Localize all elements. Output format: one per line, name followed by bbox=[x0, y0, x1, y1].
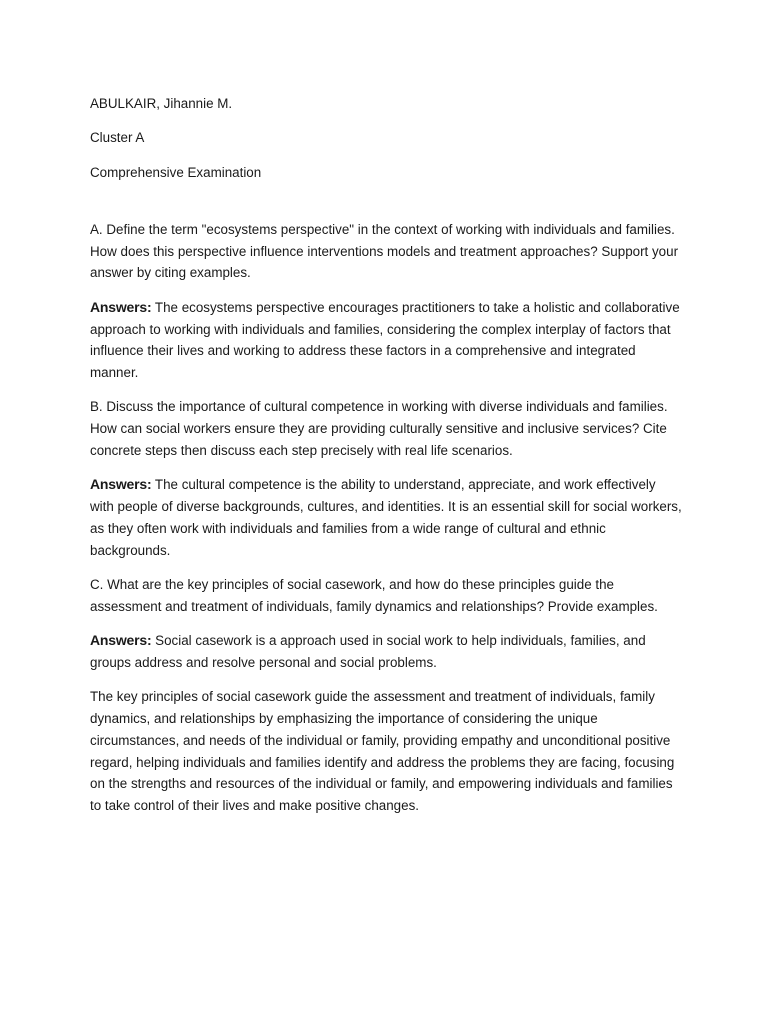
answer-label: Answers: bbox=[90, 298, 152, 315]
answer-c-text: Social casework is a approach used in social work to help individuals, families, and groups address and resolve personal and social problems. bbox=[90, 633, 646, 670]
answer-label: Answers: bbox=[90, 632, 152, 649]
question-b: B. Discuss the importance of cultural competence in working with diverse individuals and families. How can social workers ensure they are providing culturally sensitive and inclusive services? Cite concrete steps then discuss each step precisely with real life scenarios. bbox=[90, 399, 668, 459]
cluster-label: Cluster A bbox=[90, 130, 145, 146]
student-name: ABULKAIR, Jihannie M. bbox=[90, 96, 233, 111]
question-c: C. What are the key principles of social casework, and how do these principles guide the assessment and treatment of individuals, family dynamics and relationships? Provide examples. bbox=[90, 577, 658, 614]
answer-c bbox=[90, 630, 682, 674]
answer-b bbox=[90, 474, 682, 561]
question-a: A. Define the term "ecosystems perspective" in the context of working with individuals and families. How does this perspective influence interventions models and treatment approaches? Support your answer by citing examples. bbox=[90, 221, 679, 281]
answer-a-text: The ecosystems perspective encourages practitioners to take a holistic and collaborative approach to working with individuals and families, considering the complex interplay of factors that influence their lives and working to address these factors in a comprehensive and integrated manner. bbox=[90, 299, 680, 381]
answer-b-text: The cultural competence is the ability to understand, appreciate, and work effectively with people of diverse backgrounds, cultures, and identities. It is an essential skill for social workers, as they often work with individuals and families from a wide range of cultural and ethnic backgrounds. bbox=[90, 477, 682, 558]
spacer bbox=[90, 196, 682, 219]
answer-a bbox=[90, 297, 682, 384]
answer-c-continued: The key principles of social casework guide the assessment and treatment of individuals, family dynamics, and relationships by emphasizing the importance of considering the unique circumstances, and needs of the individual or family, providing empathy and unconditional positive regard, helping individuals and families identify and address the problems they are facing, focusing on the strengths and resources of the individual or family, and empowering individuals and families to take control of their lives and make positive changes. bbox=[90, 689, 675, 814]
document-page bbox=[90, 93, 682, 830]
answer-label: Answers: bbox=[90, 476, 152, 493]
exam-title: Comprehensive Examination bbox=[90, 164, 262, 180]
